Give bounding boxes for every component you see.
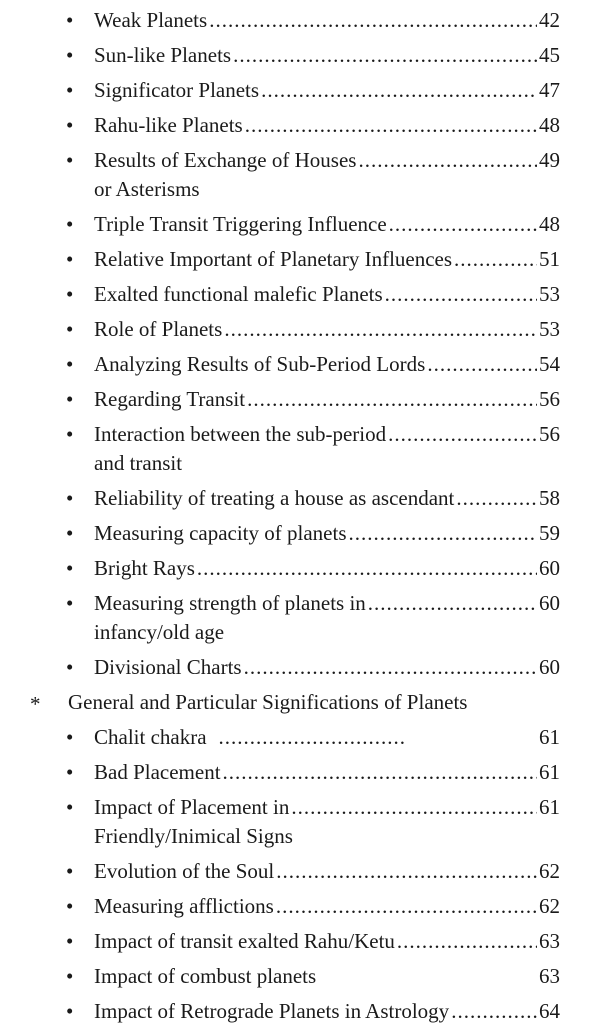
toc-entry xyxy=(0,997,600,1032)
bullet-icon: • xyxy=(66,317,74,341)
section-title: General and Particular Significations of Planets xyxy=(68,690,468,714)
entry-title: Interaction between the sub-period xyxy=(94,422,387,446)
dot-leader xyxy=(245,111,537,140)
entry-title: Bright Rays xyxy=(94,556,195,580)
toc-entry xyxy=(0,554,600,589)
bullet-icon: • xyxy=(66,795,74,819)
toc-entry-row xyxy=(94,589,560,618)
dot-leader xyxy=(388,420,537,449)
dot-leader xyxy=(456,484,537,513)
page-number: 61 xyxy=(539,760,560,784)
dot-leader xyxy=(349,519,538,548)
dot-leader xyxy=(224,315,537,344)
toc-entry-row xyxy=(94,76,560,105)
toc-entry-row xyxy=(94,723,560,752)
entry-title-continued: and transit xyxy=(94,451,183,475)
entry-title-continued: Friendly/Inimical Signs xyxy=(94,824,293,848)
dot-leader xyxy=(454,245,537,274)
bullet-icon: • xyxy=(66,999,74,1023)
bullet-icon: • xyxy=(66,859,74,883)
toc-entry xyxy=(0,793,600,857)
toc-entry-row xyxy=(94,111,560,140)
dot-leader xyxy=(291,793,537,822)
toc-entry-row xyxy=(94,315,560,344)
toc-entry xyxy=(0,484,600,519)
toc-entry xyxy=(0,280,600,315)
page-number: 48 xyxy=(539,113,560,137)
bullet-icon: • xyxy=(66,148,74,172)
bullet-icon: • xyxy=(66,78,74,102)
bullet-icon: • xyxy=(66,8,74,32)
entry-title: Impact of Retrograde Planets in Astrology xyxy=(94,999,450,1023)
toc-entry-row xyxy=(94,962,560,991)
entry-title: Divisional Charts xyxy=(94,655,242,679)
dot-leader xyxy=(209,6,537,35)
bullet-icon: • xyxy=(66,591,74,615)
bullet-icon: • xyxy=(66,964,74,988)
entry-title: Significator Planets xyxy=(94,78,260,102)
entry-title: Impact of combust planets xyxy=(94,964,317,988)
page-number: 61 xyxy=(539,795,560,819)
bullet-icon: • xyxy=(66,43,74,67)
dot-leader xyxy=(219,723,404,752)
toc-entry-row xyxy=(94,245,560,274)
dot-leader xyxy=(451,997,537,1026)
entry-title: Exalted functional malefic Planets xyxy=(94,282,383,306)
page-number: 54 xyxy=(539,352,560,376)
entry-title: Results of Exchange of Houses xyxy=(94,148,357,172)
toc-entry-row xyxy=(94,420,560,449)
toc-entry-row xyxy=(94,146,560,175)
page-number: 59 xyxy=(539,521,560,545)
dot-leader xyxy=(233,41,537,70)
entry-title: Rahu-like Planets xyxy=(94,113,243,137)
entry-title: Analyzing Results of Sub-Period Lords xyxy=(94,352,426,376)
page-number: 61 xyxy=(539,725,560,749)
dot-leader xyxy=(389,210,537,239)
toc-entry xyxy=(0,76,600,111)
entry-title: Measuring strength of planets in xyxy=(94,591,366,615)
bullet-icon: • xyxy=(66,387,74,411)
page-number: 45 xyxy=(539,43,560,67)
page-number: 47 xyxy=(539,78,560,102)
spacer xyxy=(406,723,539,752)
bullet-icon: • xyxy=(66,113,74,137)
page-number: 51 xyxy=(539,247,560,271)
toc-entry xyxy=(0,41,600,76)
page-number: 62 xyxy=(539,859,560,883)
toc-entry xyxy=(0,653,600,688)
asterisk-icon: * xyxy=(30,692,41,716)
toc-entry xyxy=(0,210,600,245)
entry-title: Role of Planets xyxy=(94,317,223,341)
toc-entry-row xyxy=(94,793,560,822)
table-of-contents xyxy=(0,6,600,1032)
entry-title: Relative Important of Planetary Influences xyxy=(94,247,453,271)
bullet-icon: • xyxy=(66,929,74,953)
entry-title-continued: or Asterisms xyxy=(94,177,200,201)
toc-entry xyxy=(0,385,600,420)
entry-title: Triple Transit Triggering Influence xyxy=(94,212,387,236)
toc-entry xyxy=(0,420,600,484)
toc-entry-row xyxy=(94,892,560,921)
toc-entry xyxy=(0,589,600,653)
toc-entry-row xyxy=(94,857,560,886)
page-number: 63 xyxy=(539,964,560,988)
bullet-icon: • xyxy=(66,247,74,271)
toc-entry xyxy=(0,6,600,41)
toc-entry xyxy=(0,350,600,385)
entry-title: Sun-like Planets xyxy=(94,43,232,67)
toc-entry-row xyxy=(94,653,560,682)
entry-title: Impact of Placement in xyxy=(94,795,290,819)
page-number: 60 xyxy=(539,556,560,580)
toc-entry xyxy=(0,892,600,927)
bullet-icon: • xyxy=(66,894,74,918)
bullet-icon: • xyxy=(66,725,74,749)
dot-leader xyxy=(247,385,537,414)
toc-entry-row xyxy=(94,280,560,309)
toc-entry xyxy=(0,857,600,892)
page-number: 48 xyxy=(539,212,560,236)
page-number: 53 xyxy=(539,282,560,306)
page-number: 64 xyxy=(539,999,560,1023)
dot-leader xyxy=(427,350,537,379)
entry-title: Impact of transit exalted Rahu/Ketu xyxy=(94,929,395,953)
bullet-icon: • xyxy=(66,760,74,784)
entry-title: Regarding Transit xyxy=(94,387,246,411)
dot-leader xyxy=(197,554,537,583)
dot-leader xyxy=(276,857,537,886)
dot-leader xyxy=(358,146,537,175)
bullet-icon: • xyxy=(66,521,74,545)
toc-entry-row xyxy=(94,484,560,513)
entry-title: Measuring afflictions xyxy=(94,894,274,918)
toc-entry-row xyxy=(94,6,560,35)
toc-entry xyxy=(0,519,600,554)
bullet-icon: • xyxy=(66,486,74,510)
dot-leader xyxy=(385,280,537,309)
page-number: 63 xyxy=(539,929,560,953)
toc-entry-row xyxy=(94,927,560,956)
page-number: 56 xyxy=(539,387,560,411)
entry-title: Measuring capacity of planets xyxy=(94,521,347,545)
toc-entry xyxy=(0,758,600,793)
toc-entry xyxy=(0,111,600,146)
toc-entry xyxy=(0,927,600,962)
dot-leader xyxy=(261,76,537,105)
bullet-icon: • xyxy=(66,655,74,679)
toc-entry xyxy=(0,723,600,758)
dot-leader xyxy=(397,927,537,956)
toc-entry xyxy=(0,245,600,280)
entry-title: Reliability of treating a house as ascendant xyxy=(94,486,455,510)
page-number: 58 xyxy=(539,486,560,510)
dot-leader xyxy=(244,653,537,682)
toc-entry-row xyxy=(94,758,560,787)
toc-entry-row xyxy=(94,210,560,239)
page-number: 56 xyxy=(539,422,560,446)
page-number: 62 xyxy=(539,894,560,918)
bullet-icon: • xyxy=(66,212,74,236)
dot-leader xyxy=(276,892,537,921)
toc-entry xyxy=(0,315,600,350)
toc-entry-row xyxy=(94,554,560,583)
bullet-icon: • xyxy=(66,282,74,306)
bullet-icon: • xyxy=(66,352,74,376)
entry-title: Weak Planets xyxy=(94,8,208,32)
page-number: 53 xyxy=(539,317,560,341)
page-number: 60 xyxy=(539,655,560,679)
page-number: 60 xyxy=(539,591,560,615)
bullet-icon: • xyxy=(66,556,74,580)
entry-title-continued: infancy/old age xyxy=(94,620,225,644)
entry-title: Evolution of the Soul xyxy=(94,859,275,883)
toc-entry-row xyxy=(94,41,560,70)
entry-title: Bad Placement xyxy=(94,760,221,784)
page-number: 49 xyxy=(539,148,560,172)
page-number: 42 xyxy=(539,8,560,32)
dot-leader xyxy=(223,758,537,787)
toc-entry-row xyxy=(94,350,560,379)
entry-title: Chalit chakra xyxy=(94,725,207,749)
bullet-icon: • xyxy=(66,422,74,446)
section-heading xyxy=(0,688,600,723)
dot-leader xyxy=(368,589,537,618)
toc-entry xyxy=(0,146,600,210)
spacer xyxy=(316,962,539,991)
toc-entry-row xyxy=(94,385,560,414)
section-heading-row xyxy=(68,688,560,717)
toc-entry-row xyxy=(94,519,560,548)
toc-entry xyxy=(0,962,600,997)
toc-entry-row xyxy=(94,997,560,1026)
